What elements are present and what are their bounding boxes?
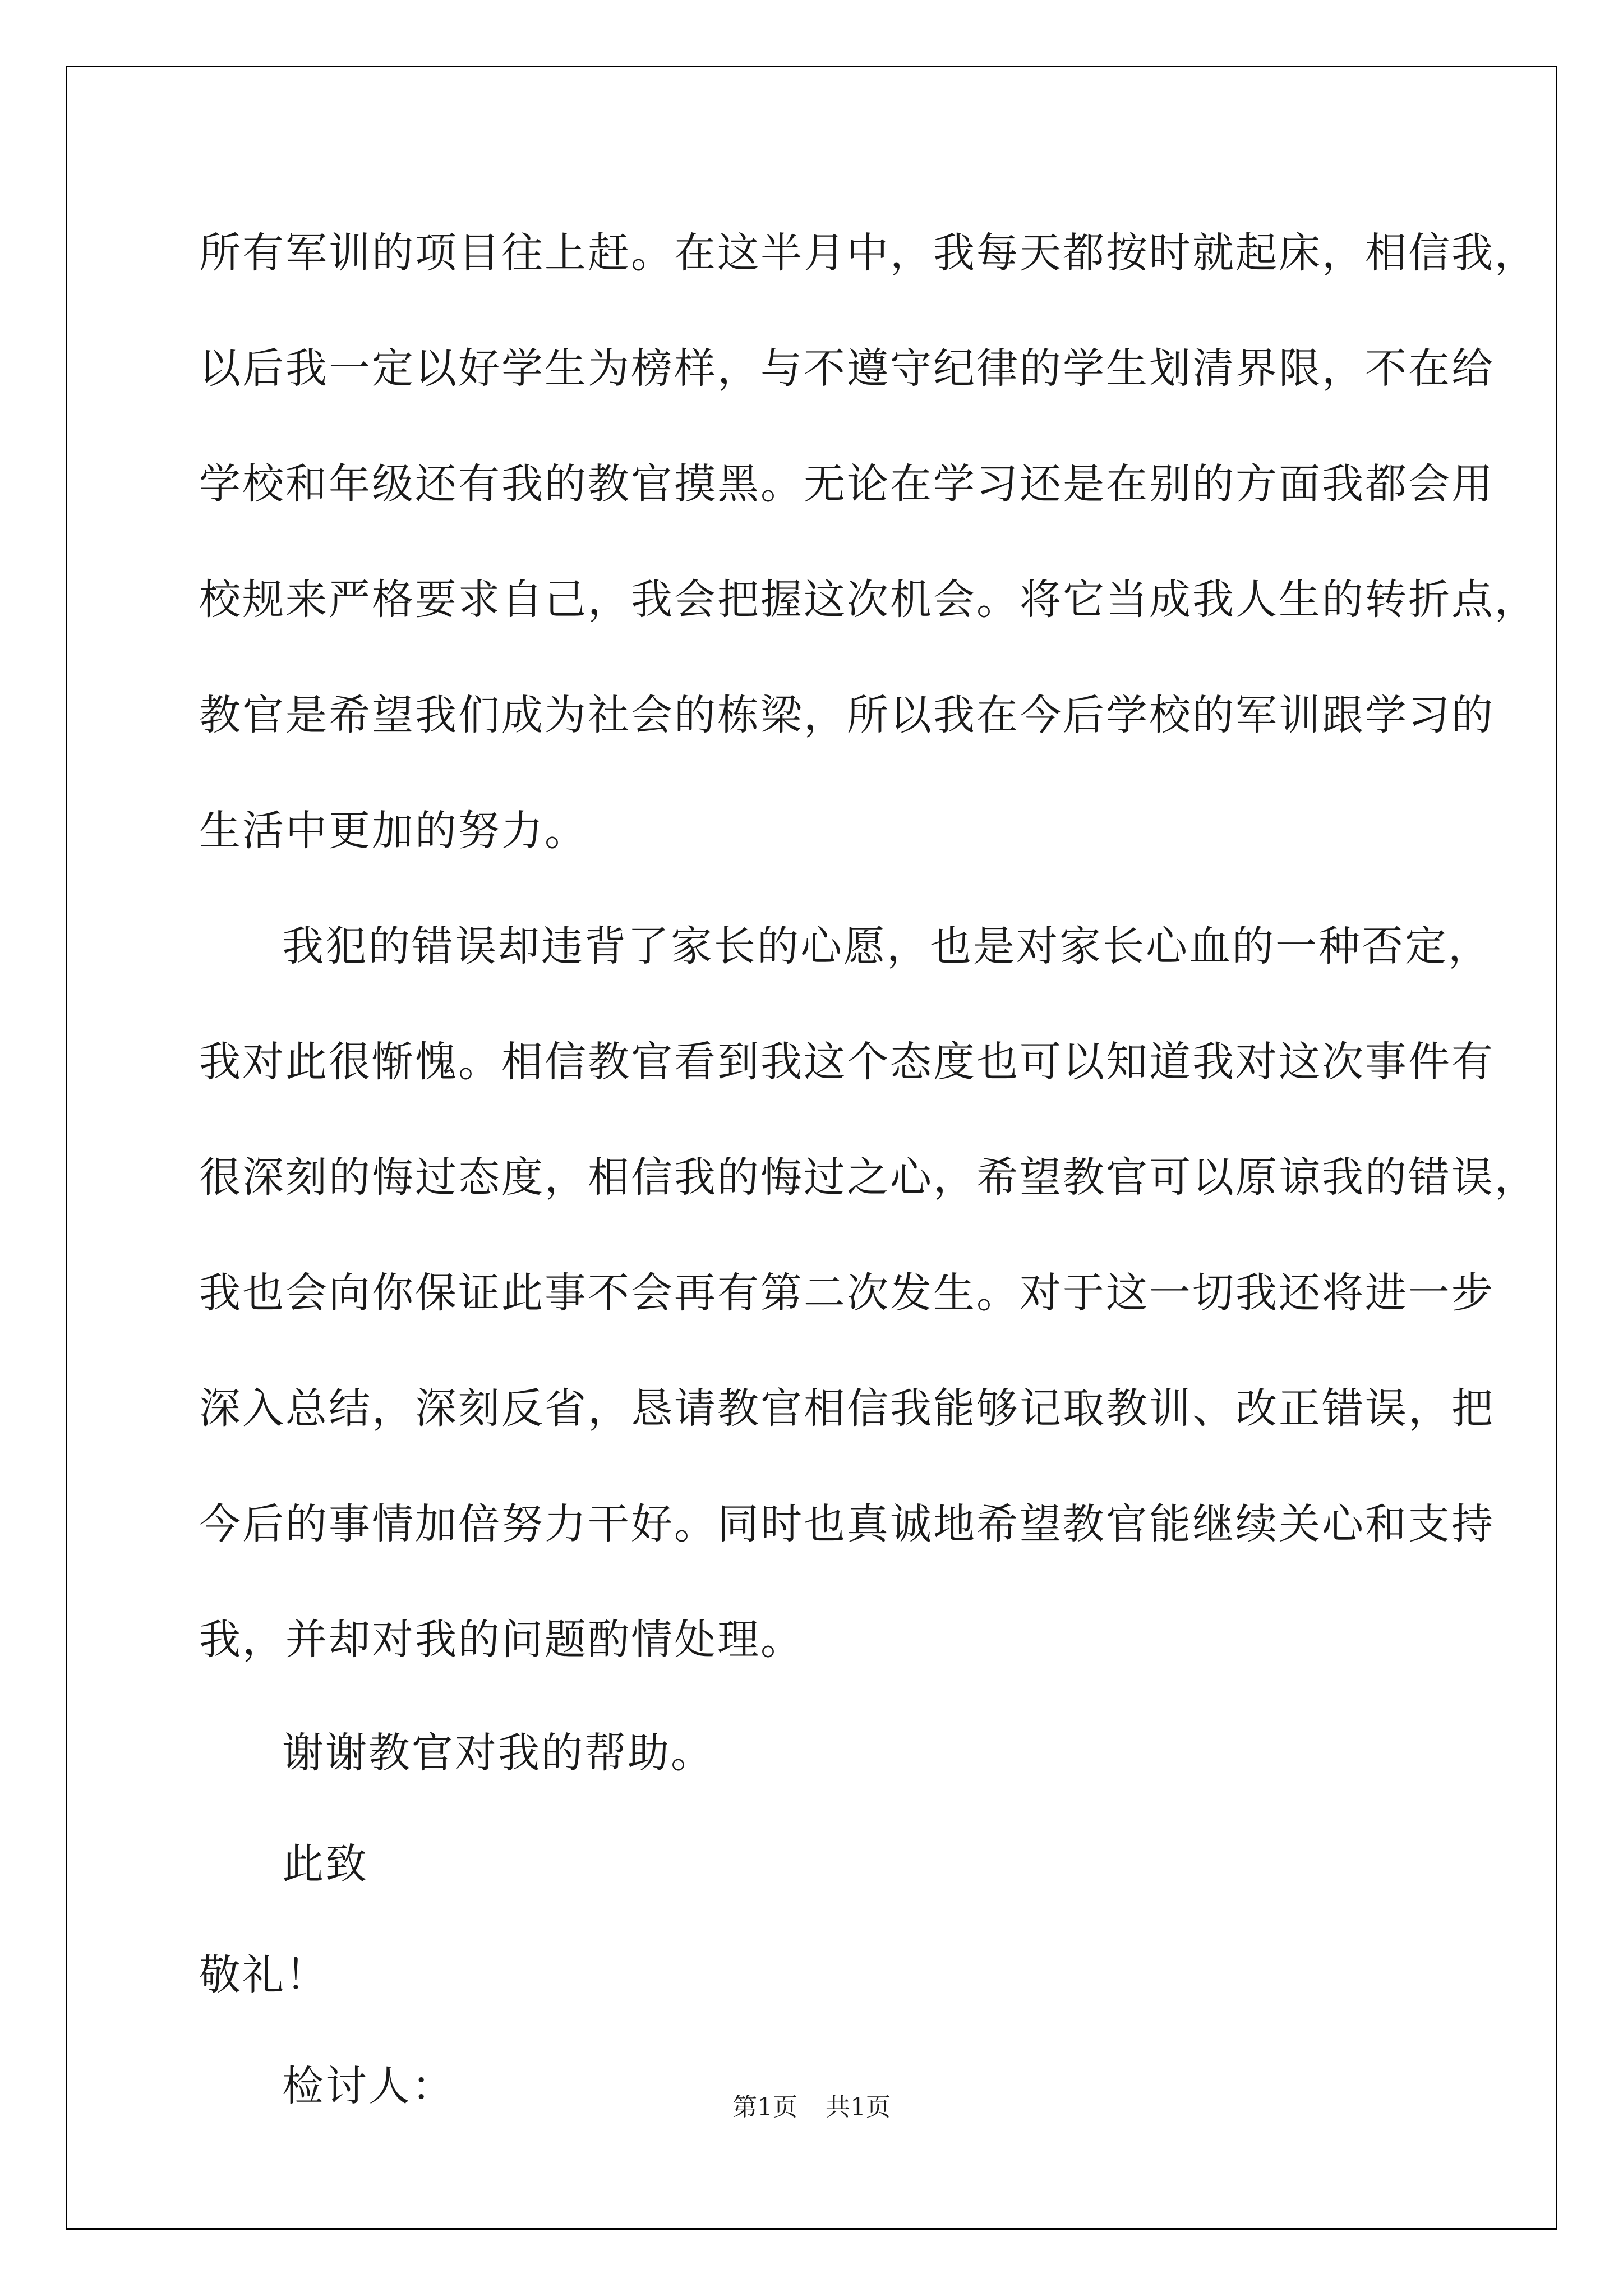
body-line: 很深刻的悔过态度，相信我的悔过之心，希望教官可以原谅我的错误， (199, 1153, 1538, 1202)
body-line: 以后我一定以好学生为榜样，与不遵守纪律的学生划清界限，不在给 (199, 344, 1495, 393)
page-footer (0, 2087, 1623, 2123)
body-line: 今后的事情加倍努力干好。同时也真诚地希望教官能继续关心和支持 (199, 1500, 1495, 1548)
thanks-line: 谢谢教官对我的帮助。 (282, 1729, 714, 1777)
body-line: 我对此很惭愧。相信教官看到我这个态度也可以知道我对这次事件有 (199, 1038, 1495, 1086)
body-line: 教官是希望我们成为社会的栋梁，所以我在今后学校的军训跟学习的 (199, 691, 1495, 739)
body-line: 深入总结，深刻反省，恳请教官相信我能够记取教训、改正错误，把 (199, 1384, 1495, 1433)
body-line: 生活中更加的努力。 (199, 807, 588, 855)
signature-line: 检讨人： (282, 2062, 455, 2110)
body-line: 我也会向你保证此事不会再有第二次发生。对于这一切我还将进一步 (199, 1269, 1495, 1317)
body-line: 所有军训的项目往上赶。在这半月中，我每天都按时就起床，相信我， (199, 229, 1538, 277)
body-line: 学校和年级还有我的教官摸黑。无论在学习还是在别的方面我都会用 (199, 460, 1495, 508)
body-line: 我，并却对我的问题酌情处理。 (199, 1616, 804, 1664)
closing-line: 此致 (282, 1840, 368, 1888)
page-number: 第1页 (732, 2093, 797, 2122)
paragraph-start-line: 我犯的错误却违背了家长的心愿，也是对家长心血的一种否定， (282, 922, 1491, 970)
document-body (199, 195, 1538, 2142)
salutation-line: 敬礼！ (199, 1951, 329, 1999)
body-line: 校规来严格要求自己，我会把握这次机会。将它当成我人生的转折点， (199, 576, 1538, 624)
page-total: 共1页 (826, 2093, 891, 2122)
